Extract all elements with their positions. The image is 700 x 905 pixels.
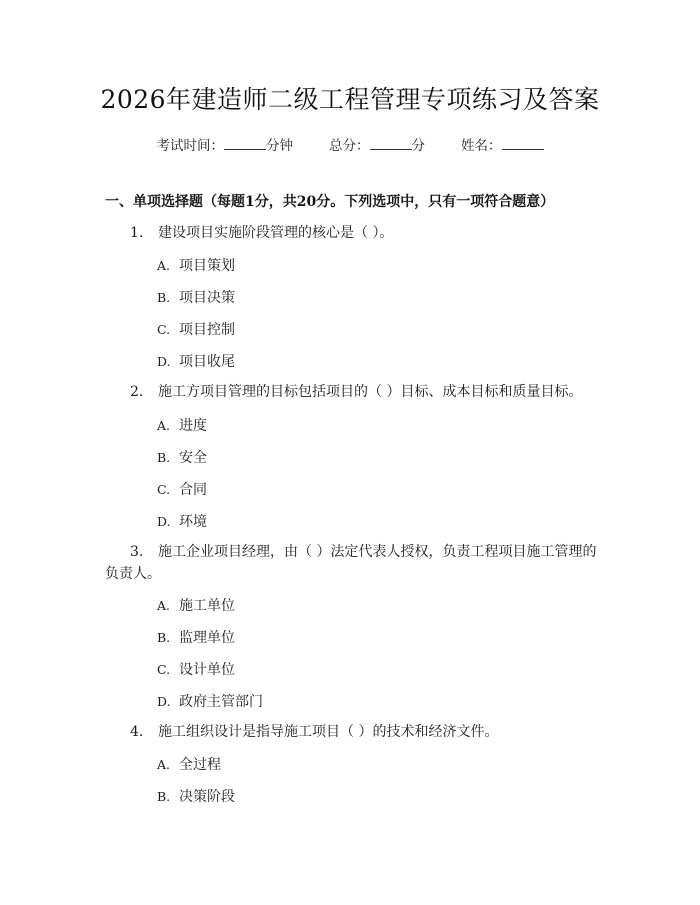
exam-info-row — [0, 134, 700, 154]
name-field — [461, 134, 544, 154]
question-text: 建设项目实施阶段管理的核心是（ ）。 — [158, 225, 394, 241]
option-item — [157, 627, 235, 647]
question-number: 1. — [130, 225, 144, 241]
exam-time-label: 考试时间： — [156, 138, 224, 154]
section-heading: 一、单项选择题（每题1分，共20分。下列选项中，只有一项符合题意） — [105, 194, 555, 210]
option-text: 环境 — [179, 514, 207, 530]
option-item — [157, 479, 207, 499]
option-letter: D. — [157, 354, 171, 369]
question-number: 2. — [130, 384, 144, 400]
option-letter: A. — [157, 258, 171, 273]
total-score-blank — [370, 135, 412, 150]
option-item — [157, 447, 207, 467]
total-score-field — [329, 134, 425, 154]
document-title: 2026年建造师二级工程管理专项练习及答案 — [100, 85, 600, 114]
option-text: 全过程 — [179, 757, 221, 773]
option-item — [157, 691, 263, 711]
total-score-label: 总分： — [329, 138, 370, 154]
option-letter: B. — [157, 630, 171, 645]
option-letter: C. — [157, 322, 171, 337]
question-item — [105, 721, 600, 743]
question-text: 施工组织设计是指导施工项目（ ）的技术和经济文件。 — [158, 724, 499, 740]
name-blank — [502, 135, 544, 150]
option-item — [157, 595, 235, 615]
option-item — [157, 415, 207, 435]
option-letter: A. — [157, 757, 171, 772]
option-item — [157, 786, 235, 806]
option-item — [157, 659, 235, 679]
question-text: 施工企业项目经理，由（ ）法定代表人授权，负责工程项目施工管理的负责人。 — [105, 544, 597, 582]
option-item — [157, 287, 235, 307]
option-item — [157, 351, 235, 371]
option-text: 施工单位 — [179, 598, 235, 614]
option-letter: C. — [157, 662, 171, 677]
option-item — [157, 754, 221, 774]
option-item — [157, 255, 235, 275]
option-text: 项目策划 — [179, 258, 235, 274]
question-text: 施工方项目管理的目标包括项目的（ ）目标、成本目标和质量目标。 — [158, 384, 583, 400]
option-letter: A. — [157, 418, 171, 433]
question-number: 4. — [130, 724, 144, 740]
option-text: 决策阶段 — [179, 789, 235, 805]
option-text: 安全 — [179, 450, 207, 466]
option-letter: A. — [157, 598, 171, 613]
question-item — [105, 541, 600, 585]
option-text: 项目决策 — [179, 290, 235, 306]
option-text: 设计单位 — [179, 662, 235, 678]
question-item — [105, 381, 600, 403]
option-text: 监理单位 — [179, 630, 235, 646]
question-item — [105, 222, 600, 244]
option-letter: B. — [157, 450, 171, 465]
option-text: 项目收尾 — [179, 354, 235, 370]
option-text: 进度 — [179, 418, 207, 434]
total-score-unit: 分 — [411, 138, 425, 154]
exam-time-unit: 分钟 — [266, 138, 293, 154]
option-item — [157, 319, 235, 339]
option-text: 合同 — [179, 482, 207, 498]
exam-time-blank — [224, 135, 266, 150]
option-text: 政府主管部门 — [179, 694, 263, 710]
option-text: 项目控制 — [179, 322, 235, 338]
option-letter: B. — [157, 290, 171, 305]
option-letter: D. — [157, 694, 171, 709]
question-number: 3. — [130, 544, 144, 560]
option-item — [157, 511, 207, 531]
exam-time-field — [157, 134, 294, 154]
option-letter: C. — [157, 482, 171, 497]
option-letter: B. — [157, 789, 171, 804]
option-letter: D. — [157, 514, 171, 529]
name-label: 姓名： — [461, 138, 502, 154]
